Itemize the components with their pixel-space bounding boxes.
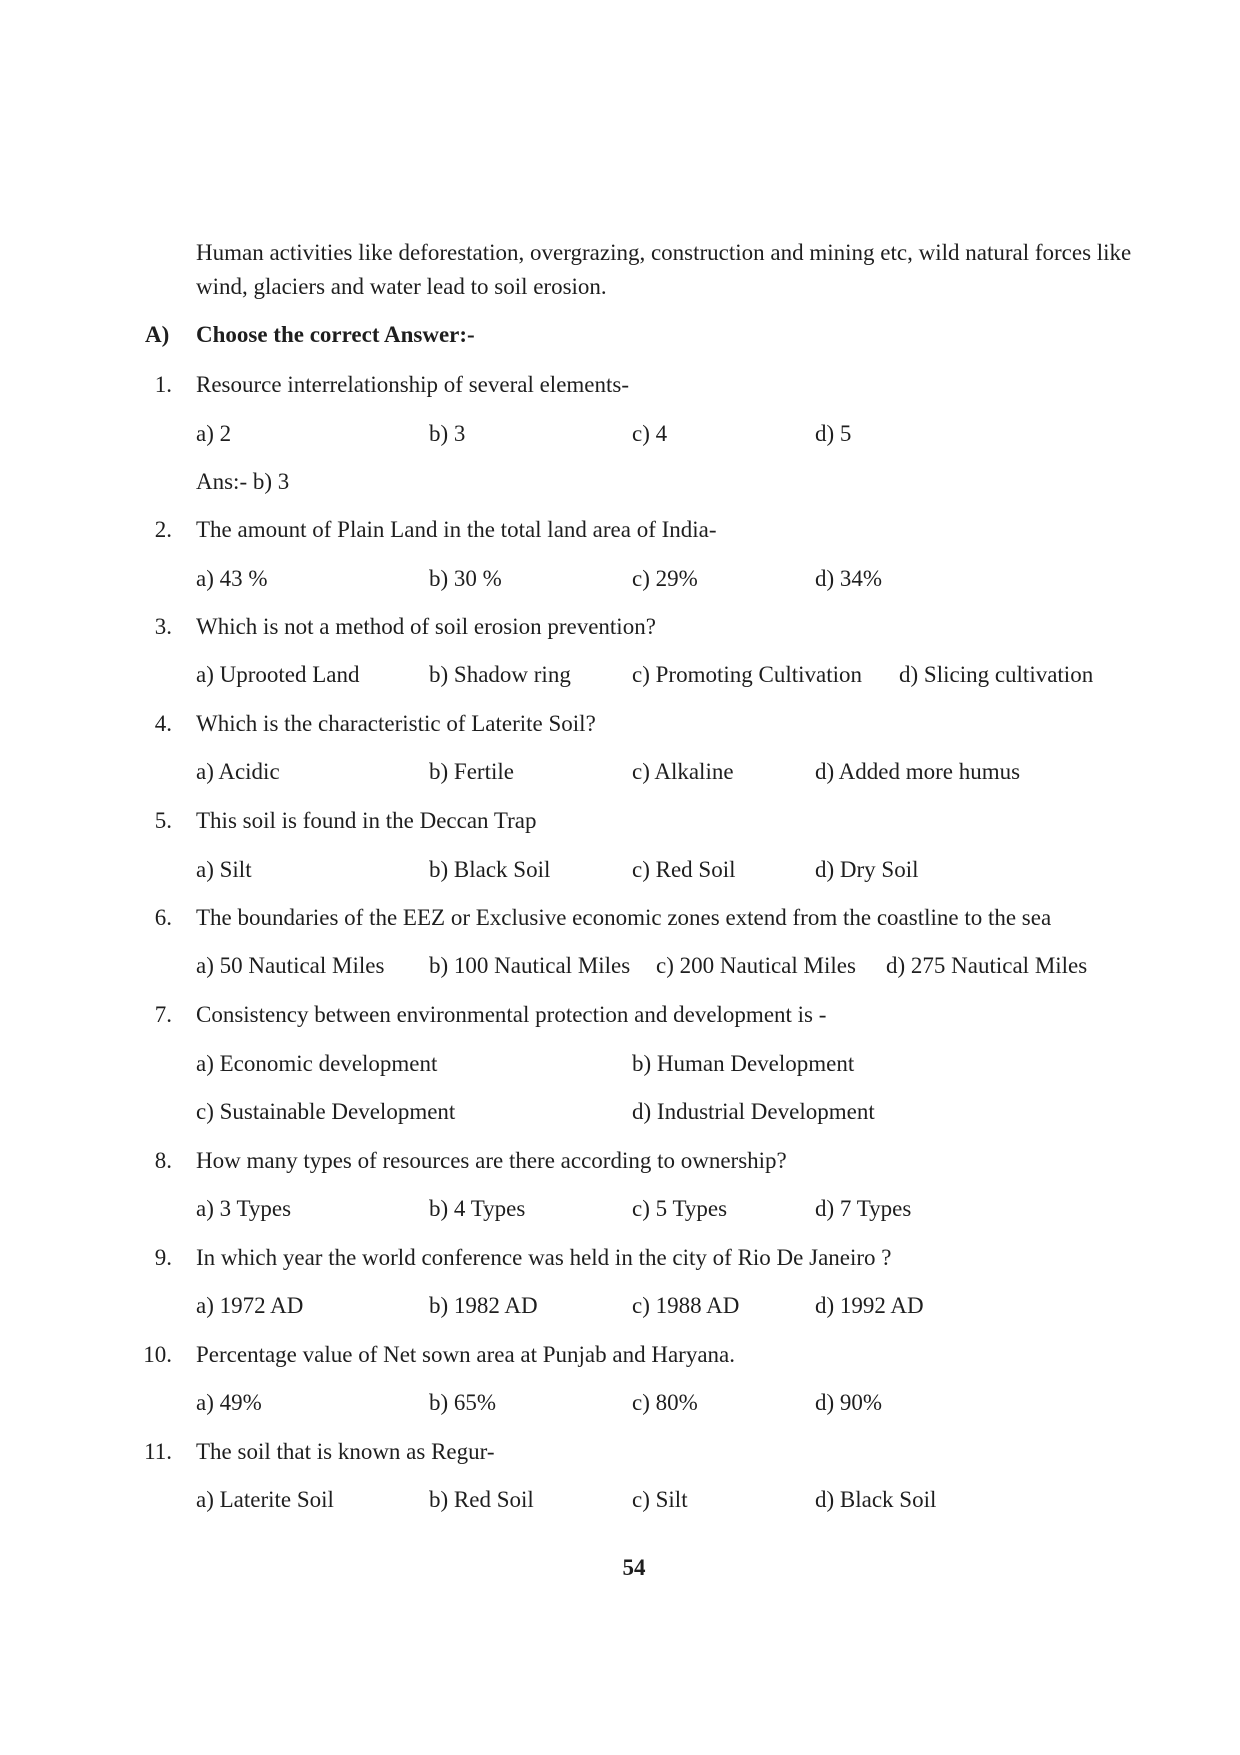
options-row-1 [0, 421, 1240, 451]
option-b: b) 3 [429, 421, 466, 446]
options-row-2 [0, 566, 1240, 596]
option-d: d) Black Soil [815, 1487, 937, 1512]
option-a: a) 2 [196, 421, 232, 446]
option-c: c) 200 Nautical Miles [656, 953, 856, 978]
question-number: 9. [154, 1245, 172, 1270]
question-10 [0, 1342, 1240, 1372]
option-c: c) Red Soil [632, 857, 736, 882]
question-1 [0, 372, 1240, 402]
option-d: d) 275 Nautical Miles [886, 953, 1088, 978]
option-c: c) Alkaline [632, 759, 734, 784]
option-a: a) Economic development [196, 1051, 438, 1076]
options-row-9 [0, 1293, 1240, 1323]
question-number: 10. [143, 1342, 172, 1367]
question-text: The amount of Plain Land in the total land area of India- [196, 517, 717, 542]
option-c: c) Promoting Cultivation [632, 662, 862, 687]
question-number: 2. [154, 517, 172, 542]
option-a: a) Acidic [196, 759, 280, 784]
question-11 [0, 1439, 1240, 1469]
options-row-10 [0, 1390, 1240, 1420]
options-row-11 [0, 1487, 1240, 1517]
question-8 [0, 1148, 1240, 1178]
option-b: b) Fertile [429, 759, 514, 784]
question-6 [0, 905, 1240, 935]
option-d: d) Slicing cultivation [899, 662, 1094, 687]
question-number: 6. [154, 905, 172, 930]
option-b: b) 30 % [429, 566, 502, 591]
option-a: a) 3 Types [196, 1196, 292, 1221]
option-c: c) 80% [632, 1390, 698, 1415]
options-row-7b [0, 1099, 1240, 1129]
option-b: b) Black Soil [429, 857, 551, 882]
question-text: Which is not a method of soil erosion prevention? [196, 614, 656, 639]
options-row-4 [0, 759, 1240, 789]
question-number: 3. [154, 614, 172, 639]
question-text: How many types of resources are there according to ownership? [196, 1148, 787, 1173]
options-row-7a [0, 1051, 1240, 1081]
option-d: d) 1992 AD [815, 1293, 924, 1318]
option-b: b) Human Development [632, 1051, 855, 1076]
option-d: d) Added more humus [815, 759, 1021, 784]
options-row-8 [0, 1196, 1240, 1226]
option-d: d) Industrial Development [632, 1099, 875, 1124]
question-3 [0, 614, 1240, 644]
question-text: The boundaries of the EEZ or Exclusive economic zones extend from the coastline to the sea [196, 905, 1052, 930]
options-row-6 [0, 953, 1240, 983]
option-b: b) 4 Types [429, 1196, 526, 1221]
answer-text: Ans:- b) 3 [196, 469, 290, 494]
question-number: 1. [154, 372, 172, 397]
question-number: 7. [154, 1002, 172, 1027]
question-2 [0, 517, 1240, 547]
option-a: a) Laterite Soil [196, 1487, 334, 1512]
options-row-3 [0, 662, 1240, 692]
option-a: a) 1972 AD [196, 1293, 304, 1318]
option-c: c) 1988 AD [632, 1293, 740, 1318]
option-c: c) 4 [632, 421, 668, 446]
question-text: Percentage value of Net sown area at Punjab and Haryana. [196, 1342, 735, 1367]
option-d: d) 90% [815, 1390, 883, 1415]
option-a: a) 50 Nautical Miles [196, 953, 385, 978]
question-number: 11. [144, 1439, 172, 1464]
question-text: Consistency between environmental protection and development is - [196, 1002, 827, 1027]
option-d: d) 7 Types [815, 1196, 912, 1221]
question-5 [0, 808, 1240, 838]
option-b: b) Shadow ring [429, 662, 571, 687]
option-c: c) 29% [632, 566, 698, 591]
question-text: Which is the characteristic of Laterite Soil? [196, 711, 596, 736]
option-a: a) 49% [196, 1390, 262, 1415]
option-b: b) 65% [429, 1390, 497, 1415]
section-letter: A) [145, 322, 170, 347]
question-text: In which year the world conference was held in the city of Rio De Janeiro ? [196, 1245, 892, 1270]
option-b: b) 100 Nautical Miles [429, 953, 631, 978]
page-number: 54 [622, 1555, 646, 1580]
question-number: 5. [154, 808, 172, 833]
question-text: This soil is found in the Deccan Trap [196, 808, 537, 833]
question-9 [0, 1245, 1240, 1275]
question-text: Resource interrelationship of several elements- [196, 372, 630, 397]
option-a: a) Silt [196, 857, 252, 882]
option-d: d) 5 [815, 421, 852, 446]
option-b: b) Red Soil [429, 1487, 534, 1512]
option-c: c) 5 Types [632, 1196, 728, 1221]
option-d: d) Dry Soil [815, 857, 919, 882]
question-text: The soil that is known as Regur- [196, 1439, 495, 1464]
options-row-5 [0, 857, 1240, 887]
intro-paragraph: Human activities like deforestation, overgrazing, construction and mining etc, wild natural forces like wind, glaciers and water lead to soil erosion. [196, 240, 1132, 299]
option-b: b) 1982 AD [429, 1293, 538, 1318]
section-title: Choose the correct Answer:- [196, 322, 475, 347]
option-c: c) Sustainable Development [196, 1099, 456, 1124]
option-d: d) 34% [815, 566, 883, 591]
option-a: a) Uprooted Land [196, 662, 360, 687]
option-a: a) 43 % [196, 566, 268, 591]
question-7 [0, 1002, 1240, 1032]
question-number: 4. [154, 711, 172, 736]
question-number: 8. [154, 1148, 172, 1173]
question-4 [0, 711, 1240, 741]
option-c: c) Silt [632, 1487, 688, 1512]
answer-row-1 [0, 469, 1240, 499]
